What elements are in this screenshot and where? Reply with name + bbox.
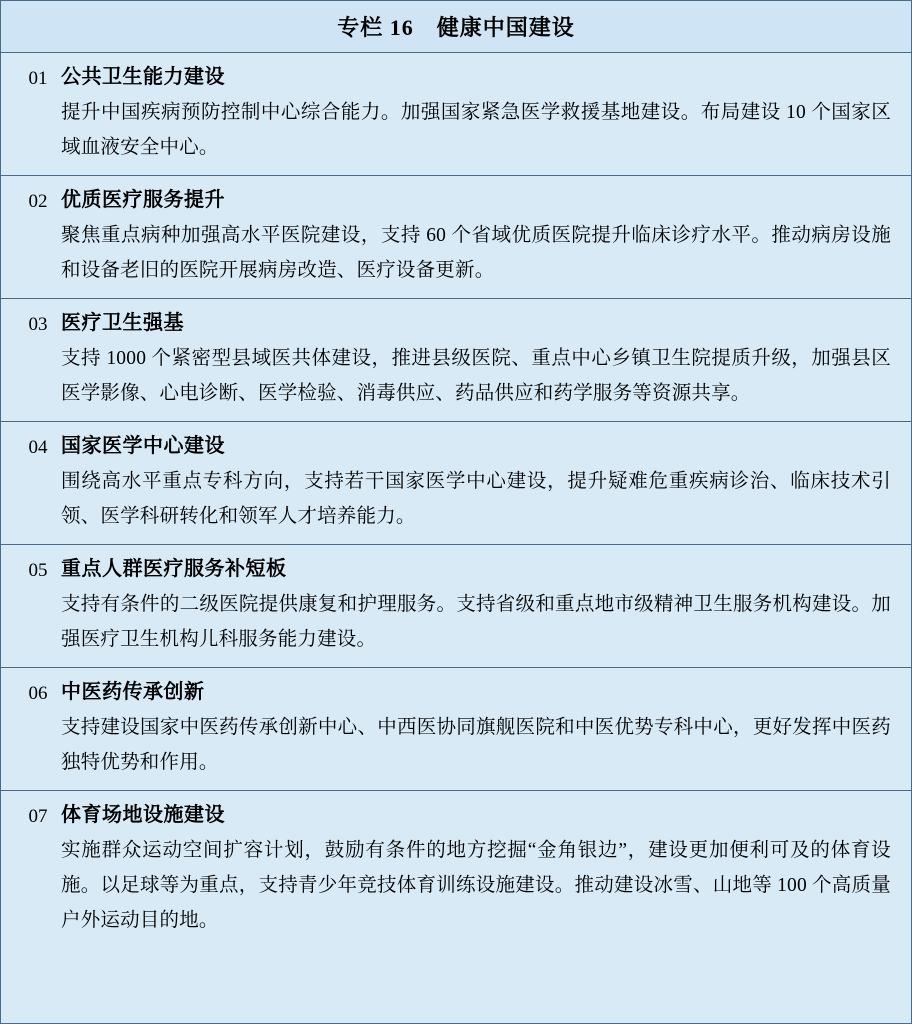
item-body: [61, 308, 897, 411]
item-heading: 国家医学中心建设: [61, 435, 225, 457]
item-text: 支持建设国家中医药传承创新中心、中西医协同旗舰医院和中医优势专科中心，更好发挥中医药独特优势和作用。: [61, 717, 891, 773]
list-item: [1, 53, 911, 176]
item-body: [61, 800, 897, 938]
item-body: [61, 185, 897, 288]
item-number: 01: [28, 68, 48, 89]
item-body: [61, 554, 897, 657]
item-body: [61, 431, 897, 534]
item-number: 02: [28, 191, 48, 212]
item-heading: 中医药传承创新: [61, 681, 205, 703]
list-item: [1, 176, 911, 299]
list-item: [1, 299, 911, 422]
item-text: 围绕高水平重点专科方向，支持若干国家医学中心建设，提升疑难危重疾病诊治、临床技术引领、医学科研转化和领军人才培养能力。: [61, 471, 891, 527]
list-item: [1, 545, 911, 668]
item-heading: 体育场地设施建设: [61, 804, 225, 826]
item-number: 06: [28, 683, 48, 704]
item-text: 提升中国疾病预防控制中心综合能力。加强国家紧急医学救援基地建设。布局建设 10 个国家区域血液安全中心。: [61, 102, 891, 158]
item-number: 07: [28, 806, 48, 827]
item-text: 实施群众运动空间扩容计划，鼓励有条件的地方挖掘“金角银边”，建设更加便利可及的体育设施。以足球等为重点，支持青少年竞技体育训练设施建设。推动建设冰雪、山地等 100 个高质量户外运动目的地。: [61, 840, 891, 931]
item-text: 聚焦重点病种加强高水平医院建设，支持 60 个省域优质医院提升临床诊疗水平。推动病房设施和设备老旧的医院开展病房改造、医疗设备更新。: [61, 225, 891, 281]
item-number: 04: [28, 437, 48, 458]
item-heading: 重点人群医疗服务补短板: [61, 558, 287, 580]
list-item: [1, 668, 911, 791]
item-text: 支持有条件的二级医院提供康复和护理服务。支持省级和重点地市级精神卫生服务机构建设。加强医疗卫生机构儿科服务能力建设。: [61, 594, 891, 650]
list-item: [1, 422, 911, 545]
box-title-bar: [1, 1, 911, 53]
item-number: 05: [28, 560, 48, 581]
page-title: 专栏 16 健康中国建设: [337, 15, 575, 40]
item-heading: 优质医疗服务提升: [61, 189, 225, 211]
item-body: [61, 677, 897, 780]
item-body: [61, 62, 897, 165]
item-list: [1, 53, 911, 1023]
item-number: 03: [28, 314, 48, 335]
item-heading: 公共卫生能力建设: [61, 66, 225, 88]
item-heading: 医疗卫生强基: [61, 312, 184, 334]
item-text: 支持 1000 个紧密型县域医共体建设，推进县级医院、重点中心乡镇卫生院提质升级，加强县区医学影像、心电诊断、医学检验、消毒供应、药品供应和药学服务等资源共享。: [61, 348, 891, 404]
list-item: [1, 791, 911, 948]
